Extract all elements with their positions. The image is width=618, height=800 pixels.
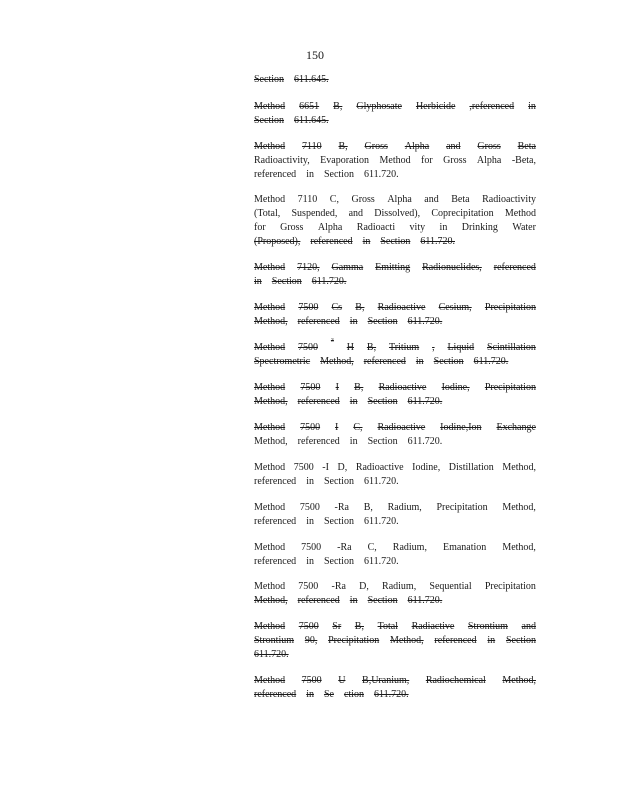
word: Section bbox=[380, 236, 411, 247]
word: for bbox=[254, 222, 266, 233]
word: Method, bbox=[254, 595, 288, 606]
reference-entry bbox=[254, 580, 536, 608]
word: Radionuclides, bbox=[422, 262, 482, 273]
word: Alpha bbox=[476, 155, 502, 166]
word: 7500 bbox=[298, 621, 319, 632]
word: Herbicide bbox=[415, 101, 456, 112]
word: H bbox=[346, 342, 355, 353]
word: 7500 bbox=[293, 462, 314, 473]
word: 611.720. bbox=[363, 516, 399, 527]
struck-text-line bbox=[254, 261, 536, 275]
word: Radioactive bbox=[377, 302, 426, 313]
word: for bbox=[421, 155, 433, 166]
word: B, bbox=[354, 621, 364, 632]
word: Alpha bbox=[317, 222, 343, 233]
word: referenced bbox=[297, 396, 340, 407]
word: Method bbox=[254, 342, 286, 353]
word: Coprecipitation bbox=[431, 208, 494, 219]
word: Emitting bbox=[375, 262, 411, 273]
struck-text-line bbox=[254, 674, 536, 688]
word: Method, bbox=[502, 675, 536, 686]
reference-entry bbox=[254, 421, 536, 449]
reference-entry bbox=[254, 193, 536, 249]
struck-text-line bbox=[254, 100, 536, 114]
word: 611.645. bbox=[294, 115, 329, 126]
reference-entry bbox=[254, 381, 536, 409]
word: and bbox=[521, 621, 536, 632]
word: Radium, bbox=[392, 542, 427, 553]
word: -I bbox=[322, 462, 329, 473]
text-line bbox=[254, 207, 536, 221]
reference-entry bbox=[254, 73, 536, 87]
text-line bbox=[254, 154, 536, 168]
word: referenced bbox=[297, 436, 340, 447]
word: D, bbox=[337, 462, 348, 473]
word: Iodine, bbox=[441, 382, 470, 393]
word: B, bbox=[333, 101, 343, 112]
word: Method bbox=[254, 502, 286, 513]
reference-entry bbox=[254, 620, 536, 662]
word: Section bbox=[254, 115, 284, 126]
word: 611.720. bbox=[407, 316, 443, 327]
word: Liquid bbox=[447, 342, 475, 353]
word: Section bbox=[323, 516, 354, 527]
word: Scintillation bbox=[487, 342, 536, 353]
word: I bbox=[335, 422, 339, 433]
word: C, bbox=[353, 422, 363, 433]
word: 7500 bbox=[300, 422, 321, 433]
word: in bbox=[306, 516, 314, 527]
word: U bbox=[338, 675, 346, 686]
reference-entry bbox=[254, 461, 536, 489]
word: in bbox=[349, 595, 358, 606]
word: Precipitation bbox=[436, 502, 488, 513]
struck-text-line bbox=[254, 301, 536, 315]
word: Section bbox=[367, 595, 398, 606]
word: 611.720. bbox=[363, 556, 399, 567]
word: Radium, bbox=[387, 502, 422, 513]
word: Method bbox=[254, 101, 286, 112]
struck-text-line bbox=[254, 395, 536, 409]
word: ction bbox=[343, 689, 364, 700]
reference-entry bbox=[254, 674, 536, 702]
word: Method bbox=[254, 422, 286, 433]
word: in bbox=[415, 356, 424, 367]
word: Drinking bbox=[461, 222, 498, 233]
word: referenced bbox=[310, 236, 353, 247]
word: Radiochemical bbox=[425, 675, 486, 686]
word: and bbox=[446, 141, 461, 152]
word: referenced bbox=[297, 316, 340, 327]
word: -Ra bbox=[337, 542, 352, 553]
struck-text-line bbox=[254, 235, 536, 249]
word: Method bbox=[379, 155, 411, 166]
word: Section bbox=[433, 356, 464, 367]
word: Method bbox=[254, 462, 286, 473]
word: Section bbox=[505, 635, 536, 646]
word: Section bbox=[367, 316, 398, 327]
word: in bbox=[487, 635, 496, 646]
word: Gross bbox=[364, 141, 388, 152]
word: 7500 bbox=[299, 502, 320, 513]
word: in bbox=[528, 101, 536, 112]
word: C, bbox=[329, 194, 339, 205]
word: Tritium bbox=[388, 342, 420, 353]
word: 611.720. bbox=[373, 689, 409, 700]
word: Distillation bbox=[448, 462, 494, 473]
word: Radioactivity, bbox=[254, 155, 310, 166]
word: Cs bbox=[331, 302, 343, 313]
text-line bbox=[254, 221, 536, 235]
word: ,referenced bbox=[469, 101, 515, 112]
reference-entry bbox=[254, 541, 536, 569]
word: vity bbox=[409, 222, 426, 233]
reference-entry bbox=[254, 261, 536, 289]
word: Method bbox=[254, 675, 286, 686]
word: Sr bbox=[332, 621, 342, 632]
word: Method bbox=[254, 542, 286, 553]
word: Method bbox=[504, 208, 536, 219]
word: Emanation bbox=[442, 542, 487, 553]
struck-text-line bbox=[254, 73, 536, 87]
word: Gross bbox=[351, 194, 375, 205]
struck-text-line bbox=[254, 315, 536, 329]
word: Cesium, bbox=[438, 302, 472, 313]
word: 611.720. bbox=[254, 649, 289, 660]
word: 611.720. bbox=[473, 356, 509, 367]
word: Method, bbox=[502, 462, 536, 473]
word: and bbox=[348, 208, 364, 219]
word: Precipitation bbox=[328, 635, 380, 646]
word: Method, bbox=[502, 542, 536, 553]
word: referenced bbox=[254, 476, 297, 487]
word: Radioacti bbox=[356, 222, 396, 233]
word: (Total, bbox=[254, 208, 281, 219]
word: referenced bbox=[297, 595, 340, 606]
word: Radioactive bbox=[378, 382, 427, 393]
word: 611.645. bbox=[294, 74, 329, 85]
word: Iodine,Ion bbox=[440, 422, 482, 433]
word: Method, bbox=[320, 356, 354, 367]
word: Iodine, bbox=[412, 462, 441, 473]
word: Precipitation bbox=[484, 382, 536, 393]
word: 7110 bbox=[297, 194, 318, 205]
word: and bbox=[424, 194, 439, 205]
word: Radiactive bbox=[411, 621, 455, 632]
word: Radium, bbox=[382, 581, 417, 592]
word: Method, bbox=[502, 502, 536, 513]
reference-entry bbox=[254, 140, 536, 182]
word: in bbox=[306, 169, 314, 180]
struck-text-line bbox=[254, 594, 536, 608]
word: in bbox=[362, 236, 371, 247]
word: Gross bbox=[477, 141, 501, 152]
word: Radioactive bbox=[355, 462, 404, 473]
text-line bbox=[254, 541, 536, 555]
word: Section bbox=[367, 396, 398, 407]
word: B, bbox=[366, 342, 377, 353]
text-line bbox=[254, 580, 536, 594]
word: in bbox=[306, 689, 314, 700]
word: 7110 bbox=[301, 141, 322, 152]
word: Se bbox=[323, 689, 334, 700]
reference-entry bbox=[254, 338, 536, 369]
word: Method bbox=[254, 581, 286, 592]
word: Total bbox=[377, 621, 398, 632]
word: referenced bbox=[254, 516, 297, 527]
text-line bbox=[254, 515, 536, 529]
word: B, bbox=[363, 502, 373, 513]
word: Method bbox=[254, 141, 286, 152]
text-line bbox=[254, 193, 536, 207]
word: C, bbox=[367, 542, 377, 553]
word: Method bbox=[254, 621, 286, 632]
word: Precipitation bbox=[484, 581, 536, 592]
word: B,Uranium, bbox=[362, 675, 410, 686]
word: Method, bbox=[254, 396, 288, 407]
word: Method bbox=[254, 302, 286, 313]
word: Water bbox=[512, 222, 536, 233]
word: referenced bbox=[254, 689, 297, 700]
word: Gamma bbox=[331, 262, 364, 273]
text-line bbox=[254, 435, 536, 449]
word: Section bbox=[323, 556, 354, 567]
word: -Ra bbox=[334, 502, 349, 513]
word: 7500 bbox=[298, 302, 319, 313]
word: B, bbox=[355, 302, 365, 313]
word: 90, bbox=[304, 635, 318, 646]
word: -Beta, bbox=[511, 155, 536, 166]
struck-text-line bbox=[254, 275, 536, 289]
struck-text-line bbox=[254, 381, 536, 395]
word: Section bbox=[323, 476, 354, 487]
word: Beta bbox=[517, 141, 536, 152]
page-number: 150 bbox=[306, 48, 324, 62]
word: Suspended, bbox=[291, 208, 338, 219]
word: Beta bbox=[451, 194, 470, 205]
word: Strontium bbox=[254, 635, 295, 646]
word: Dissolved), bbox=[374, 208, 421, 219]
struck-text-line bbox=[254, 114, 536, 128]
struck-text-line bbox=[254, 355, 536, 369]
word: Section bbox=[367, 436, 398, 447]
word: Method bbox=[254, 194, 286, 205]
word: B, bbox=[338, 141, 348, 152]
text-line bbox=[254, 555, 536, 569]
word: Glyphosate bbox=[356, 101, 402, 112]
word: referenced bbox=[363, 356, 406, 367]
struck-text-line bbox=[254, 648, 536, 662]
word: Section bbox=[323, 169, 354, 180]
word: in bbox=[254, 276, 262, 287]
word: in bbox=[306, 556, 314, 567]
struck-text-line bbox=[254, 140, 536, 154]
word: I bbox=[335, 382, 339, 393]
word: 6651 bbox=[299, 101, 320, 112]
word: Method bbox=[254, 262, 286, 273]
struck-text-line bbox=[254, 634, 536, 648]
word: 7500 bbox=[300, 382, 321, 393]
struck-text-line bbox=[254, 338, 536, 355]
word: referenced bbox=[493, 262, 536, 273]
text-line bbox=[254, 475, 536, 489]
word: 611.720. bbox=[407, 396, 443, 407]
word: Exchange bbox=[496, 422, 536, 433]
reference-entry bbox=[254, 301, 536, 329]
text-line bbox=[254, 501, 536, 515]
text-line bbox=[254, 168, 536, 182]
word: Radioactivity bbox=[482, 194, 536, 205]
word: Spectrometric bbox=[254, 356, 311, 367]
word: Method, bbox=[390, 635, 424, 646]
word: 611.720. bbox=[407, 595, 443, 606]
word: Method, bbox=[254, 316, 288, 327]
word: in bbox=[349, 436, 358, 447]
word: 611.720. bbox=[407, 436, 443, 447]
word: 7500 bbox=[301, 675, 322, 686]
word: Alpha bbox=[387, 194, 412, 205]
word: D, bbox=[359, 581, 369, 592]
word: (Proposed), bbox=[254, 236, 301, 247]
word: Section bbox=[254, 74, 284, 85]
reference-entry bbox=[254, 501, 536, 529]
word: in bbox=[439, 222, 448, 233]
word: in bbox=[349, 316, 358, 327]
word: Radioactive bbox=[377, 422, 426, 433]
word: 611.720. bbox=[363, 169, 399, 180]
word: 7120, bbox=[297, 262, 320, 273]
word: Gross bbox=[280, 222, 304, 233]
word: -Ra bbox=[331, 581, 346, 592]
text-line bbox=[254, 461, 536, 475]
word: Evaporation bbox=[320, 155, 370, 166]
word: Method bbox=[254, 382, 286, 393]
word: 7500 bbox=[298, 342, 318, 353]
struck-text-line bbox=[254, 421, 536, 435]
word: referenced bbox=[254, 169, 297, 180]
word: 611.720. bbox=[311, 276, 347, 287]
word: 7500 bbox=[301, 542, 322, 553]
word: Precipitation bbox=[484, 302, 536, 313]
word: 611.720. bbox=[363, 476, 399, 487]
word: 611.720. bbox=[420, 236, 455, 247]
word: referenced bbox=[434, 635, 477, 646]
word: B, bbox=[354, 382, 364, 393]
struck-text-line bbox=[254, 620, 536, 634]
word: Sequential bbox=[429, 581, 472, 592]
word: in bbox=[306, 476, 314, 487]
word: Alpha bbox=[404, 141, 430, 152]
word: Gross bbox=[443, 155, 467, 166]
word: 7500 bbox=[298, 581, 319, 592]
word: Strontium bbox=[467, 621, 508, 632]
word: , bbox=[432, 342, 435, 353]
word: Section bbox=[271, 276, 302, 287]
struck-text-line bbox=[254, 688, 536, 702]
word: 3 bbox=[330, 338, 334, 344]
word: referenced bbox=[254, 556, 297, 567]
word: in bbox=[349, 396, 358, 407]
reference-entry bbox=[254, 100, 536, 128]
word: Method, bbox=[254, 436, 288, 447]
